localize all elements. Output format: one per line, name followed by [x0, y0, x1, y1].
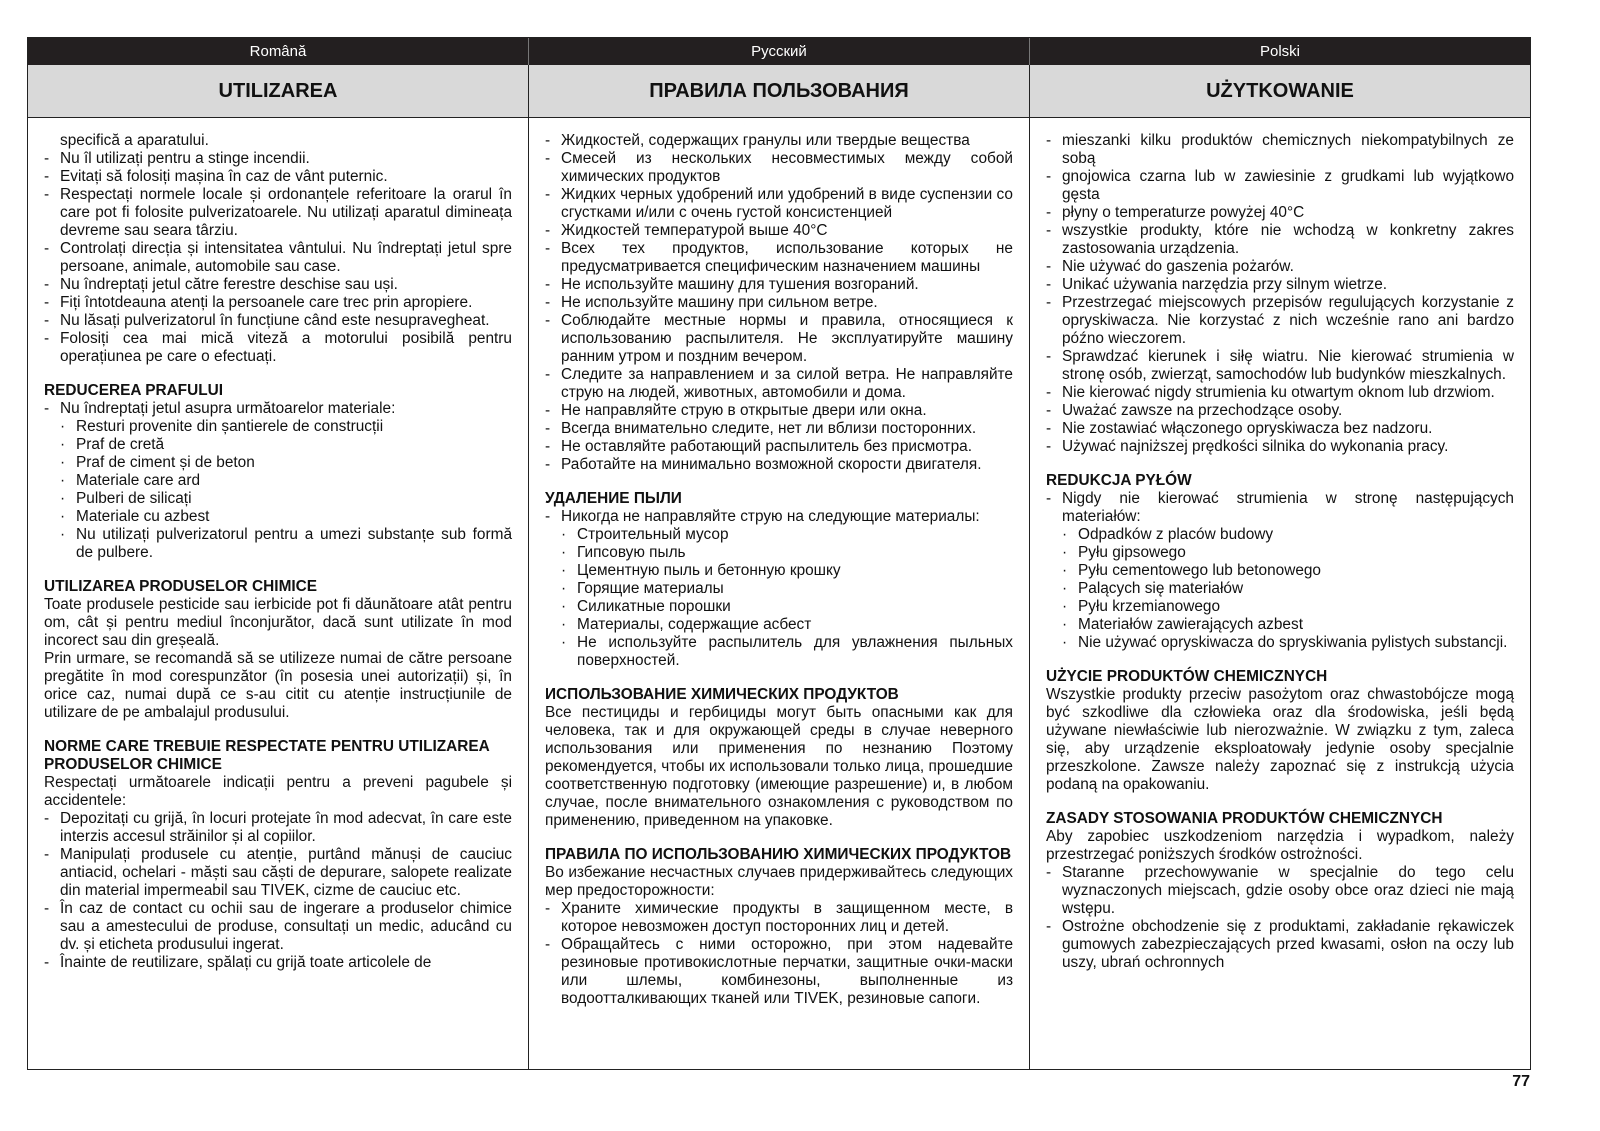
continued-text: specifică a aparatului. [60, 132, 209, 149]
list-item: - Fiți întotdeauna atenți la persoanele care trec prin apropiere. [44, 294, 512, 312]
bullet-list [545, 900, 1013, 1008]
sub-list-item: · Гипсовую пыль [545, 544, 1013, 562]
language-bar [28, 38, 1530, 65]
list-item: - Nu îndreptați jetul către ferestre deschise sau uși. [44, 276, 512, 294]
list-item: - Nu lăsați pulverizatorul în funcțiune când este nesupravegheat. [44, 312, 512, 330]
list-item: - Всех тех продуктов, использование которых не предусматривается специфическим назначением машины [545, 240, 1013, 276]
list-item: - Храните химические продукты в защищенном месте, в которое невозможен доступ посторонних лиц и детей. [545, 900, 1013, 936]
list-item: - Соблюдайте местные нормы и правила, относящиеся к использованию распылителя. Не эксплуатируйте машину ранним утром и поздним вечером. [545, 312, 1013, 366]
list-item: - Смесей из нескольких несовместимых между собой химических продуктов [545, 150, 1013, 186]
list-item: - Nie zostawiać włączonego opryskiwacza bez nadzoru. [1046, 420, 1514, 438]
list-item: - Жидких черных удобрений или удобрений в виде суспензии со сгустками и/или с очень густой консистенцией [545, 186, 1013, 222]
list-item: - wszystkie produkty, które nie wchodzą w konkretny zakres zastosowania urządzenia. [1046, 222, 1514, 258]
bullet-list [1046, 864, 1514, 972]
section-heading: UTILIZAREA PRODUSELOR CHIMICE [44, 578, 318, 595]
sub-list-item: · Odpadków z placów budowy [1046, 526, 1514, 544]
column-polish [1030, 118, 1530, 1069]
list-item: - Nie używać do gaszenia pożarów. [1046, 258, 1514, 276]
list-item: - płyny o temperaturze powyżej 40°C [1046, 204, 1514, 222]
list-item: - gnojowica czarna lub w zawiesinie z grudkami lub wyjątkowo gęsta [1046, 168, 1514, 204]
column-romanian [28, 118, 529, 1069]
list-item: - Manipulați produsele cu atenție, purtând mănuși de cauciuc antiacid, ochelari - măști sau căști de depurare, salopete realizate din material impermeabil sau TIVEK, cizme de cauciuc etc. [44, 846, 512, 900]
list-item: - Przestrzegać miejscowych przepisów regulujących korzystanie z opryskiwacza. Nie korzystać z nich wcześnie rano ani bardzo późno wieczorem. [1046, 294, 1514, 348]
list-item: - Следите за направлением и за силой ветра. Не направляйте струю на людей, животных, автомобили и дома. [545, 366, 1013, 402]
manual-page-frame [27, 37, 1531, 1070]
list-item: - Обращайтесь с ними осторожно, при этом надевайте резиновые противокислотные перчатки, защитные очки-маски или шлемы, комбинезоны, выполненные из водоотталкивающих тканей или TIVEK, резиновые сапоги. [545, 936, 1013, 1008]
list-item: - Не используйте машину при сильном ветре. [545, 294, 1013, 312]
list-item: - Не направляйте струю в открытые двери или окна. [545, 402, 1013, 420]
section-heading: REDUKCJA PYŁÓW [1046, 472, 1192, 489]
list-item: - Жидкостей температурой выше 40°С [545, 222, 1013, 240]
list-item: - Evitați să folosiți mașina în caz de vânt puternic. [44, 168, 512, 186]
list-item: - Работайте на минимально возможной скорости двигателя. [545, 456, 1013, 474]
list-item: - Nu îl utilizați pentru a stinge incendii. [44, 150, 512, 168]
list-item: - Nigdy nie kierować strumienia w stronę następujących materiałów: [1046, 490, 1514, 526]
sub-list-item: · Строительный мусор [545, 526, 1013, 544]
sub-list-item: · Горящие материалы [545, 580, 1013, 598]
list-item: - Używać najniższej prędkości silnika do wykonania pracy. [1046, 438, 1514, 456]
section-heading: NORME CARE TREBUIE RESPECTATE PENTRU UTILIZAREA PRODUSELOR CHIMICE [44, 738, 490, 773]
sub-list-item: · Nu utilizați pulverizatorul pentru a umezi substanțe sub formă de pulbere. [44, 526, 512, 562]
section-heading: UŻYCIE PRODUKTÓW CHEMICZNYCH [1046, 668, 1328, 685]
list-item: - Не оставляйте работающий распылитель без присмотра. [545, 438, 1013, 456]
list-item: - Sprawdzać kierunek i siłę wiatru. Nie kierować strumienia w stronę osób, zwierząt, samochodów lub budynków mieszkalnych. [1046, 348, 1514, 384]
sub-list-item: · Pyłu cementowego lub betonowego [1046, 562, 1514, 580]
sub-list-item: · Nie używać opryskiwacza do spryskiwania pylistych substancji. [1046, 634, 1514, 652]
page-number: 77 [1512, 1073, 1530, 1090]
language-polish: Polski [1259, 43, 1300, 60]
list-item: - Depozitați cu grijă, în locuri protejate în mod adecvat, în care este interzis accesul străinilor și al copiilor. [44, 810, 512, 846]
paragraph: Prin urmare, se recomandă să se utilizeze numai de către persoane pregătite în mod corespunzător (în posesia unei autorizații) și, în orice caz, numai după ce s-au citit cu atenție instrucțiunile de utilizare de pe ambalajul produsului. [44, 650, 512, 721]
list-item: - Respectați normele locale și ordonanțele referitoare la orarul în care pot fi folosite pulverizatoarele. Nu utilizați aparatul dimineața devreme sau seara târziu. [44, 186, 512, 240]
column-russian [529, 118, 1030, 1069]
bullet-list [1046, 132, 1514, 456]
sub-list-item: · Силикатные порошки [545, 598, 1013, 616]
text-columns [28, 118, 1530, 1069]
bullet-list [44, 400, 512, 562]
sub-list-item: · Цементную пыль и бетонную крошку [545, 562, 1013, 580]
paragraph: Во избежание несчастных случаев придерживайтесь следующих мер предосторожности: [545, 864, 1013, 899]
list-item: - Controlați direcția și intensitatea vântului. Nu îndreptați jetul spre persoane, animale, automobile sau case. [44, 240, 512, 276]
list-item: - Nie kierować nigdy strumienia ku otwartym oknom lub drzwiom. [1046, 384, 1514, 402]
list-item: - Никогда не направляйте струю на следующие материалы: [545, 508, 1013, 526]
language-romanian: Română [28, 38, 529, 65]
sub-list-item: · Материалы, содержащие асбест [545, 616, 1013, 634]
sub-list-item: · Pulberi de silicați [44, 490, 512, 508]
sub-list-item: · Не используйте распылитель для увлажнения пыльных поверхностей. [545, 634, 1013, 670]
section-heading: ИСПОЛЬЗОВАНИЕ ХИМИЧЕСКИХ ПРОДУКТОВ [545, 686, 899, 703]
list-item: - În caz de contact cu ochii sau de ingerare a produselor chimice sau a amestecului de produse, consultați un medic, aducând cu dv. și eticheta produsului ingerat. [44, 900, 512, 954]
paragraph: Все пестициды и гербициды могут быть опасными как для человека, так и для окружающей среды в случае неверного использования или применения по незнанию Поэтому рекомендуется, чтобы их использовали только лица, прошедшие соответственную подготовку (имеющие разрешение) и, в любом случае, после внимательного ознакомления с руководством по применению, приведенном на упаковке. [545, 704, 1013, 829]
section-heading: ZASADY STOSOWANIA PRODUKTÓW CHEMICZNYCH [1046, 810, 1443, 827]
section-heading: УДАЛЕНИЕ ПЫЛИ [545, 490, 682, 507]
sub-list-item: · Materiale cu azbest [44, 508, 512, 526]
bullet-list [44, 810, 512, 972]
list-item: - Всегда внимательно следите, нет ли вблизи посторонних. [545, 420, 1013, 438]
list-item: - Uważać zawsze na przechodzące osoby. [1046, 402, 1514, 420]
sub-list-item: · Resturi provenite din șantierele de construcții [44, 418, 512, 436]
list-item: - Не используйте машину для тушения возгораний. [545, 276, 1013, 294]
paragraph: Respectați următoarele indicații pentru a preveni pagubele și accidentele: [44, 774, 512, 809]
paragraph: Wszystkie produkty przeciw pasożytom oraz chwastobójcze mogą być szkodliwe dla człowieka oraz dla środowiska, jeśli będą używane niewłaściwie lub nierozważnie. W związku z tym, zaleca się, aby urządzenie eksploatowały jedynie osoby specjalnie przeszkolone. Zawsze należy zapoznać się z instrukcją użycia podaną na opakowaniu. [1046, 686, 1514, 793]
section-heading: ПРАВИЛА ПО ИСПОЛЬЗОВАНИЮ ХИМИЧЕСКИХ ПРОДУКТОВ [545, 846, 1012, 863]
sub-list-item: · Materiałów zawierających azbest [1046, 616, 1514, 634]
bullet-list [1046, 490, 1514, 652]
list-item: - Unikać używania narzędzia przy silnym wietrze. [1046, 276, 1514, 294]
paragraph: Aby zapobiec uszkodzeniom narzędzia i wypadkom, należy przestrzegać poniższych środków ostrożności. [1046, 828, 1514, 863]
sub-list-item: · Praf de ciment și de beton [44, 454, 512, 472]
sub-list-item: · Pyłu gipsowego [1046, 544, 1514, 562]
section-title-polish: UŻYTKOWANIE [1206, 80, 1354, 102]
list-item: - mieszanki kilku produktów chemicznych niekompatybilnych ze sobą [1046, 132, 1514, 168]
language-russian: Русский [529, 38, 1030, 65]
sub-list-item: · Palących się materiałów [1046, 580, 1514, 598]
section-title-russian: ПРАВИЛА ПОЛЬЗОВАНИЯ [529, 65, 1030, 117]
list-item: - Înainte de reutilizare, spălați cu grijă toate articolele de [44, 954, 512, 972]
sub-list-item: · Pyłu krzemianowego [1046, 598, 1514, 616]
sub-list-item: · Praf de cretă [44, 436, 512, 454]
section-heading: REDUCEREA PRAFULUI [44, 382, 223, 399]
bullet-list [545, 132, 1013, 474]
list-item: - Folosiți cea mai mică viteză a motorului posibilă pentru operațiunea pe care o efectuați. [44, 330, 512, 366]
list-item: - Staranne przechowywanie w specjalnie do tego celu wyznaczonych miejscach, gdzie osoby obce oraz dzieci nie mają wstępu. [1046, 864, 1514, 918]
section-title-romanian: UTILIZAREA [28, 65, 529, 117]
list-item: - Жидкостей, содержащих гранулы или твердые вещества [545, 132, 1013, 150]
list-item: - Nu îndreptați jetul asupra următoarelor materiale: [44, 400, 512, 418]
bullet-list [545, 508, 1013, 670]
paragraph: Toate produsele pesticide sau ierbicide pot fi dăunătoare atât pentru om, cât și pentru mediul înconjurător, dacă sunt utilizate în mod incorect sau din greșeală. [44, 596, 512, 649]
section-title-bar [28, 65, 1530, 118]
sub-list-item: · Materiale care ard [44, 472, 512, 490]
bullet-list [44, 150, 512, 366]
list-item: - Ostrożne obchodzenie się z produktami, zakładanie rękawiczek gumowych zabezpieczających przed kwasami, osłon na oczy lub uszy, ubrań ochronnych [1046, 918, 1514, 972]
